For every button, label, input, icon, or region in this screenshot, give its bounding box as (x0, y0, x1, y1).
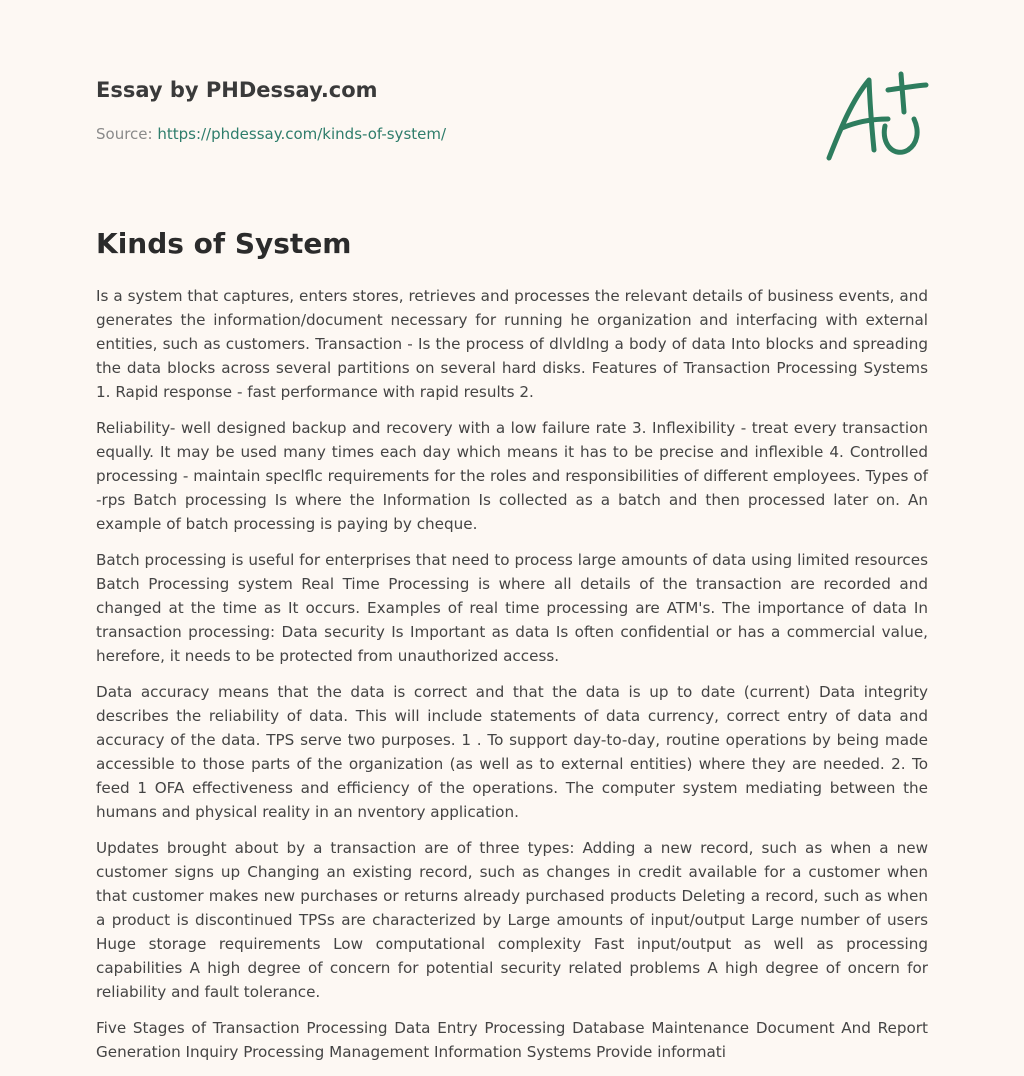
logo-plus-vertical (901, 74, 904, 112)
essay-paragraph: Data accuracy means that the data is correct and that the data is up to date (current) Data integrity describes the reliability of data. This will include statements of data currency, correct entry of data and accuracy of the data. TPS serve two purposes. 1 . To support day-to-day, routine operations by being made accessible to those parts of the organization (as well as to external entities) where they are needed. 2. To feed 1 OFA effectiveness and efficiency of the operations. The computer system mediating between the humans and physical reality in an nventory application. (96, 683, 928, 821)
source-label: Source: (96, 125, 158, 143)
essay-title: Kinds of System (96, 227, 352, 260)
source-link[interactable]: https://phdessay.com/kinds-of-system/ (157, 125, 447, 143)
essay-paragraph: Five Stages of Transaction Processing Data Entry Processing Database Maintenance Document And Report Generation Inquiry Processing Management Information Systems Provide informati (96, 1019, 928, 1061)
site-brand: Essay by PHDessay.com (96, 78, 378, 102)
source-line (96, 124, 446, 144)
logo-a-crossbar (842, 119, 888, 128)
essay-paragraph: Reliability- well designed backup and recovery with a low failure rate 3. Inflexibility - treat every transaction equally. It may be used many times each day which means it has to be precise and inflexible 4. Controlled processing - maintain speclflc requirements for the roles and responsibilities of different employees. Types of -rps Batch processing Is where the Information Is collected as a batch and then processed later on. An example of batch processing is paying by cheque. (96, 419, 928, 533)
page-header (96, 76, 928, 186)
logo-plus-horizontal (888, 85, 926, 90)
essay-paragraph: Batch processing is useful for enterprises that need to process large amounts of data using limited resources Batch Processing system Real Time Processing is where all details of the transaction are recorded and changed at the time as It occurs. Examples of real time processing are ATM's. The importance of data In transaction processing: Data security Is Important as data Is often confidential or has a commercial value, herefore, it needs to be protected from unauthorized access. (96, 551, 928, 665)
logo-u-stroke (884, 119, 917, 152)
a-plus-logo-icon (822, 64, 932, 168)
essay-paragraph: Updates brought about by a transaction are of three types: Adding a new record, such as when a new customer signs up Changing an existing record, such as changes in credit available for a customer when that customer makes new purchases or returns already purchased products Deleting a record, such as when a product is discontinued TPSs are characterized by Large amounts of input/output Large number of users Huge storage requirements Low computational complexity Fast input/output as well as processing capabilities A high degree of concern for potential security related problems A high degree of oncern for reliability and fault tolerance. (96, 839, 928, 1001)
essay-body (96, 284, 928, 1076)
essay-paragraph: Is a system that captures, enters stores, retrieves and processes the relevant details of business events, and generates the information/document necessary for running he organization and interfacing with external entities, such as customers. Transaction - Is the process of dlvldlng a body of data Into blocks and spreading the data blocks across several partitions on several hard disks. Features of Transaction Processing Systems 1. Rapid response - fast performance with rapid results 2. (96, 287, 928, 401)
